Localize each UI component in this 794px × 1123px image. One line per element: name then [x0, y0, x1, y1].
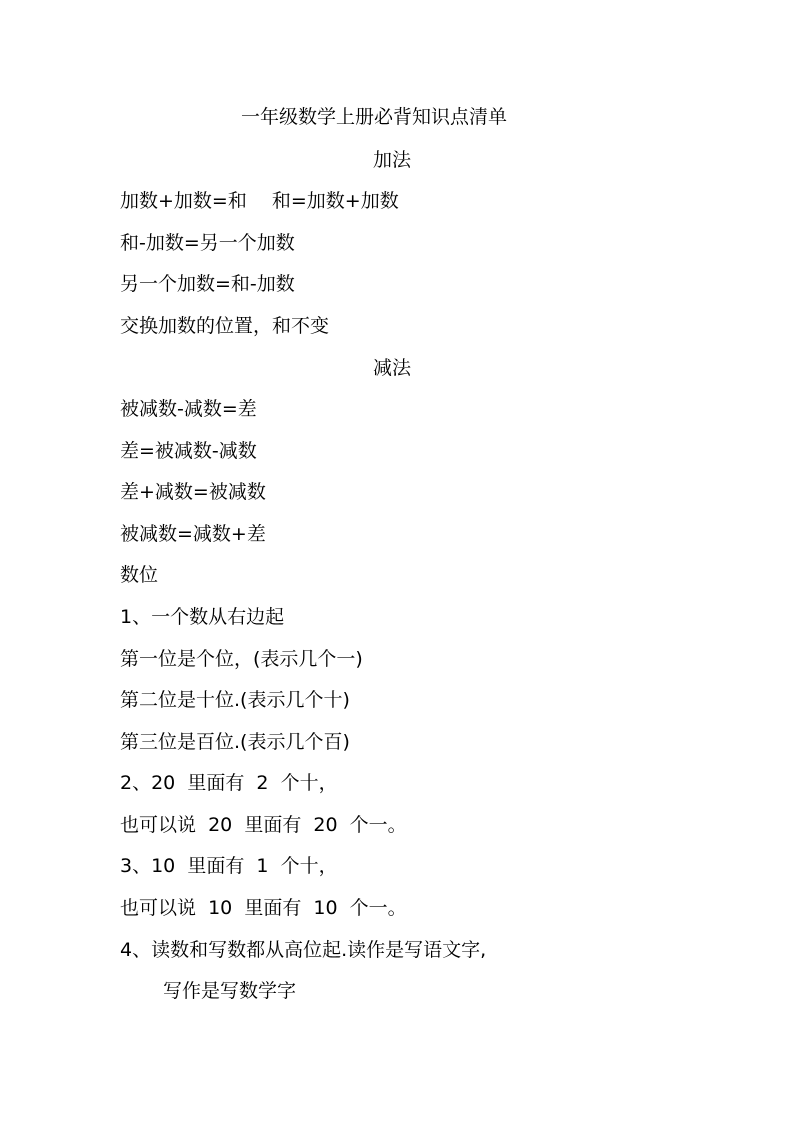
subtraction-line: 差+减数=被减数 [120, 481, 266, 503]
subtraction-line: 差=被减数-减数 [120, 440, 257, 462]
addition-line: 和-加数=另一个加数 [120, 232, 295, 254]
addition-heading: 加法 [373, 149, 412, 171]
place-value-line: 第二位是十位.(表示几个十) [120, 689, 350, 711]
document-title: 一年级数学上册必背知识点清单 [241, 106, 508, 128]
addition-line: 另一个加数=和-加数 [120, 273, 295, 295]
place-value-line: 第一位是个位，(表示几个一) [120, 648, 363, 670]
subtraction-heading: 减法 [373, 357, 412, 379]
place-value-line: 3、10 里面有 1 个十， [120, 855, 338, 877]
place-value-line: 也可以说 20 里面有 20 个一。 [120, 814, 407, 836]
place-value-line: 4、读数和写数都从高位起.读作是写语文字, [120, 939, 487, 961]
place-value-heading: 数位 [120, 564, 159, 586]
place-value-line: 1、一个数从右边起 [120, 606, 285, 628]
subtraction-line: 被减数-减数=差 [120, 398, 257, 420]
place-value-line: 第三位是百位.(表示几个百) [120, 731, 350, 753]
addition-line: 加数+加数=和 和=加数+加数 [120, 190, 399, 212]
addition-line: 交换加数的位置，和不变 [120, 315, 330, 337]
place-value-line: 也可以说 10 里面有 10 个一。 [120, 897, 407, 919]
place-value-line: 写作是写数学字 [163, 980, 297, 1002]
place-value-line: 2、20 里面有 2 个十， [120, 772, 338, 794]
subtraction-line: 被减数=减数+差 [120, 523, 266, 545]
